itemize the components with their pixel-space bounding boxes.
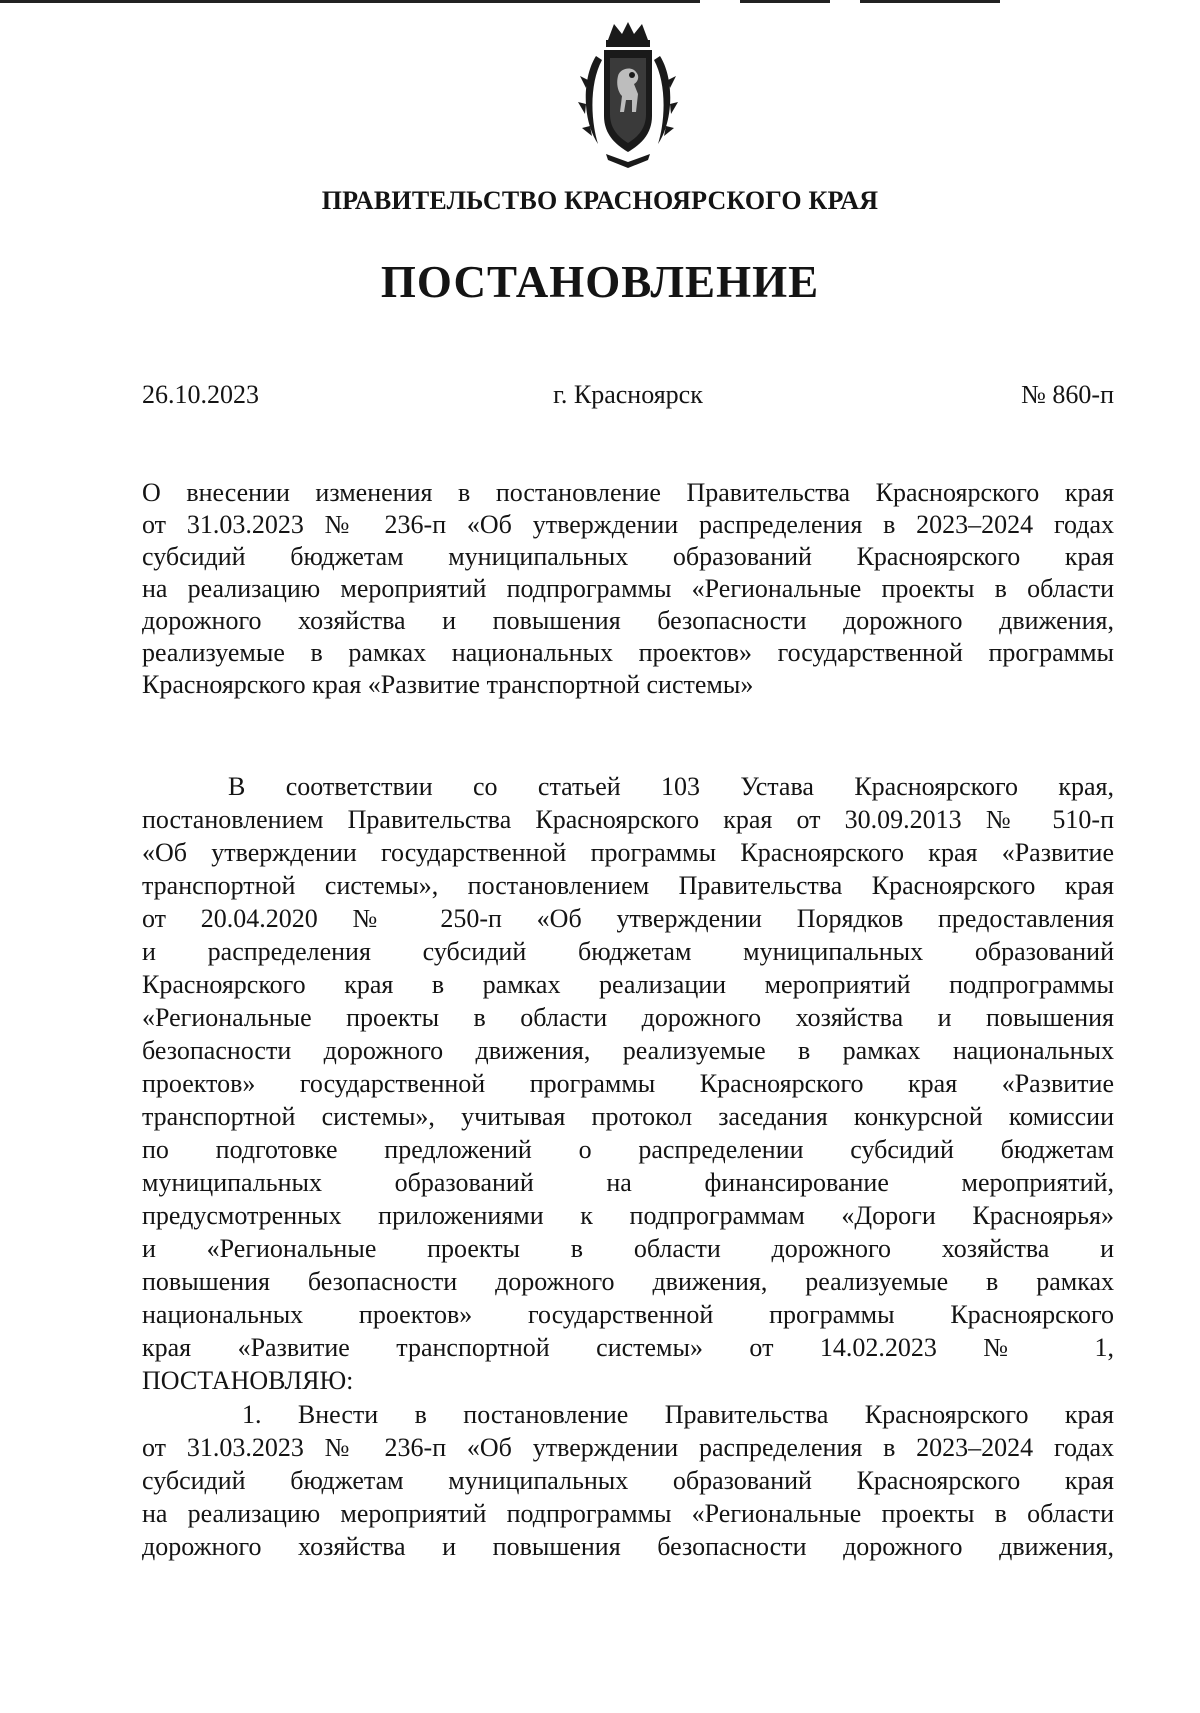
title-line: от 31.03.2023 № 236-п «Об утверждении распределения в 2023–2024 годах [142,510,1114,539]
preamble-line: и распределения субсидий бюджетам муниципальных образований [142,937,1114,966]
preamble-line: муниципальных образований на финансирование мероприятий, [142,1168,1114,1197]
title-line: реализуемые в рамках национальных проектов» государственной программы [142,638,1114,667]
preamble-line: безопасности дорожного движения, реализуемые в рамках национальных [142,1036,1114,1065]
preamble-line: транспортной системы», постановлением Правительства Красноярского края [142,871,1114,900]
preamble-line: ПОСТАНОВЛЯЮ: [142,1366,354,1395]
item-1-line: на реализацию мероприятий подпрограммы «Региональные проекты в области [142,1499,1114,1528]
scan-edge [0,0,1200,3]
preamble-line: и «Региональные проекты в области дорожного хозяйства и [142,1234,1114,1263]
preamble-line: Красноярского края в рамках реализации мероприятий подпрограммы [142,970,1114,999]
krasnoyarsk-coat-of-arms-icon [576,20,680,170]
preamble-line: проектов» государственной программы Красноярского края «Развитие [142,1069,1114,1098]
document-type: ПОСТАНОВЛЕНИЕ [380,257,820,307]
preamble-line: от 20.04.2020 № 250-п «Об утверждении Порядков предоставления [142,904,1114,933]
item-1-line: 1. Внести в постановление Правительства Красноярского края [242,1400,1114,1429]
document-number: № 860-п [1021,380,1114,409]
document-city: г. Красноярск [553,380,703,409]
preamble-line: национальных проектов» государственной программы Красноярского [142,1300,1114,1329]
item-1-line: дорожного хозяйства и повышения безопасности дорожного движения, [142,1532,1114,1561]
preamble-line: «Об утверждении государственной программы Красноярского края «Развитие [142,838,1114,867]
item-1-line: субсидий бюджетам муниципальных образований Красноярского края [142,1466,1114,1495]
document-meta [142,380,1114,414]
item-1-line: от 31.03.2023 № 236-п «Об утверждении распределения в 2023–2024 годах [142,1433,1114,1462]
document-date: 26.10.2023 [142,380,259,409]
preamble-line: постановлением Правительства Красноярского края от 30.09.2013 № 510-п [142,805,1114,834]
preamble-line: «Региональные проекты в области дорожного хозяйства и повышения [142,1003,1114,1032]
title-line: субсидий бюджетам муниципальных образований Красноярского края [142,542,1114,571]
title-line: Красноярского края «Развитие транспортной системы» [142,670,754,699]
preamble-line: края «Развитие транспортной системы» от 14.02.2023 № 1, [142,1333,1114,1362]
title-line: дорожного хозяйства и повышения безопасности дорожного движения, [142,606,1114,635]
preamble-line: транспортной системы», учитывая протокол заседания конкурсной комиссии [142,1102,1114,1131]
preamble-line: повышения безопасности дорожного движения, реализуемые в рамках [142,1267,1114,1296]
organization-name: ПРАВИТЕЛЬСТВО КРАСНОЯРСКОГО КРАЯ [321,186,879,215]
preamble-line: предусмотренных приложениями к подпрограммам «Дороги Красноярья» [142,1201,1114,1230]
title-line: на реализацию мероприятий подпрограммы «Региональные проекты в области [142,574,1114,603]
preamble-line: В соответствии со статьей 103 Устава Красноярского края, [228,772,1114,801]
title-line: О внесении изменения в постановление Правительства Красноярского края [142,478,1114,507]
preamble-line: по подготовке предложений о распределении субсидий бюджетам [142,1135,1114,1164]
